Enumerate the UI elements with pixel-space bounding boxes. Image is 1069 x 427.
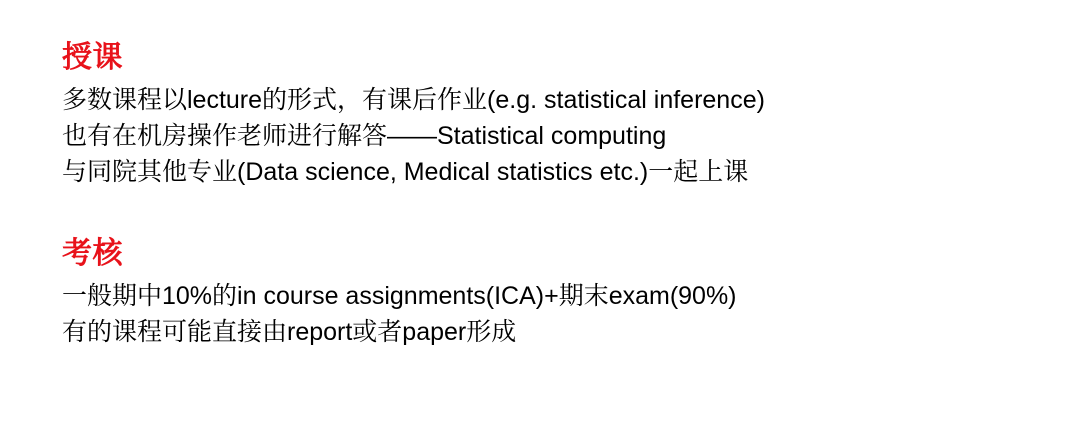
section-teaching-line-3: 与同院其他专业(Data science, Medical statistics etc.)一起上课 bbox=[62, 158, 749, 187]
section-assessment-heading: 考核 bbox=[62, 237, 123, 271]
section-assessment bbox=[62, 234, 1009, 350]
section-teaching bbox=[62, 38, 1009, 190]
section-assessment-line-2: 有的课程可能直接由report或者paper形成 bbox=[62, 318, 517, 347]
section-teaching-heading: 授课 bbox=[62, 41, 123, 74]
section-assessment-line-1: 一般期中10%的in course assignments(ICA)+期末exam(90%) bbox=[62, 281, 737, 310]
section-teaching-line-1: 多数课程以lecture的形式，有课后作业(e.g. statistical inference) bbox=[62, 85, 765, 114]
section-teaching-line-2: 也有在机房操作老师进行解答——Statistical computing bbox=[62, 121, 667, 150]
